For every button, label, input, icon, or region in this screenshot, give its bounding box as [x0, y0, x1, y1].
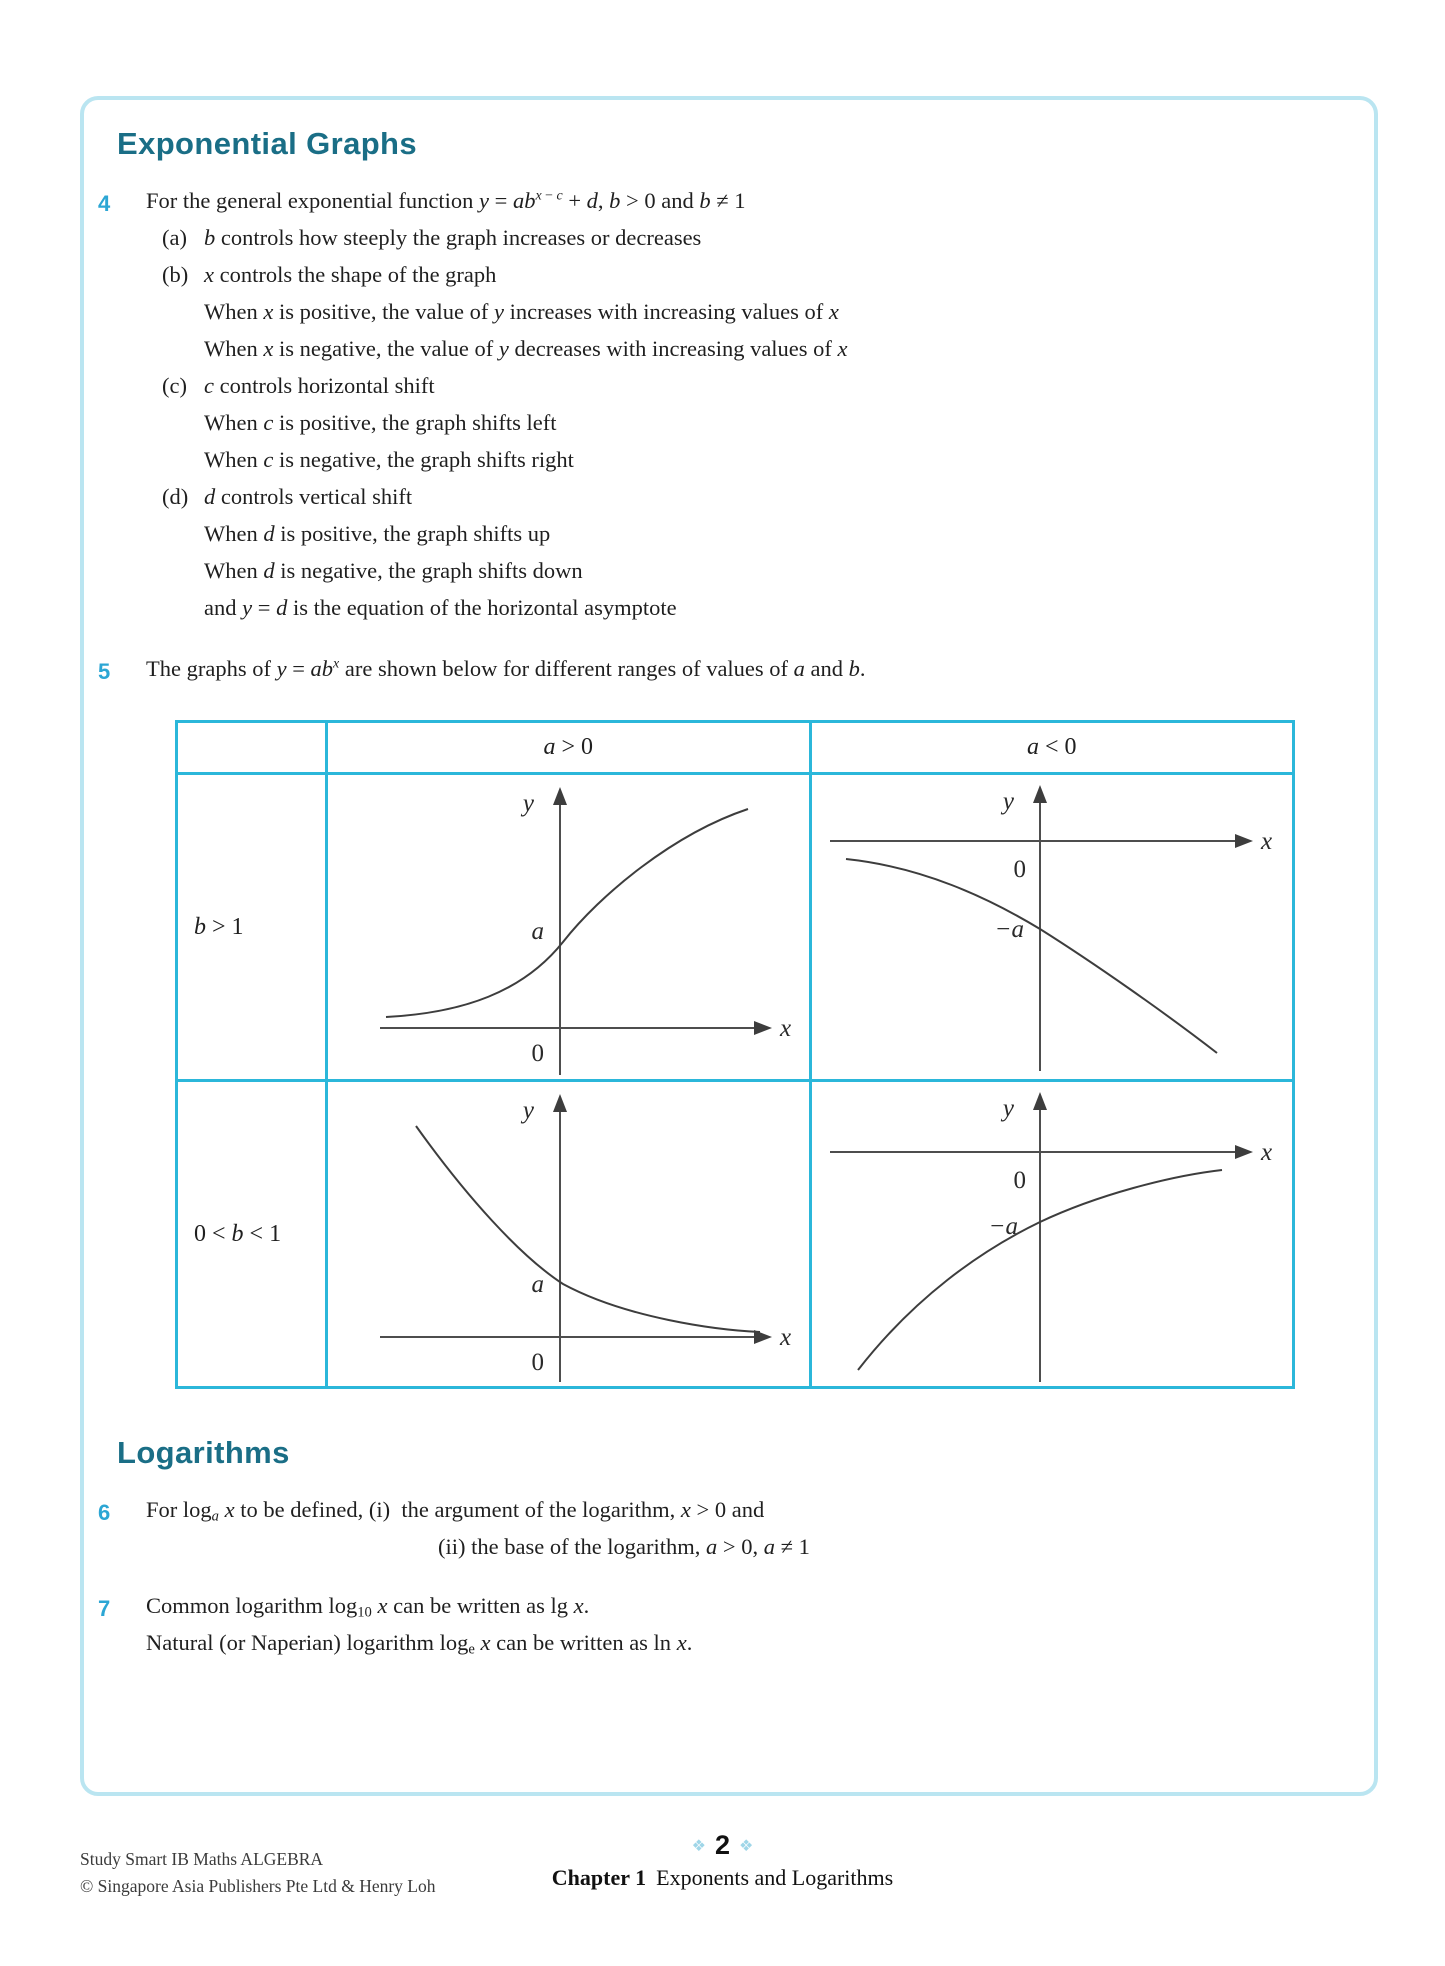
content-frame: [80, 96, 1378, 1796]
item-number: 5: [98, 659, 111, 684]
item-7-line-2: Natural (or Naperian) logarithm $\log_e x$ can be written as ln x.: [146, 1630, 693, 1658]
y-axis-label: y: [1002, 1095, 1014, 1122]
sub-item-label: (c): [162, 373, 187, 398]
item-number: 4: [98, 191, 111, 216]
table-header-row: [177, 722, 1294, 774]
sub-item-label: (b): [162, 262, 189, 287]
section-heading-logarithms: Logarithms: [117, 1435, 290, 1470]
y-axis-label: y: [522, 790, 534, 817]
chapter-title: Exponents and Logarithms: [656, 1865, 894, 1890]
table-corner-cell: [177, 722, 327, 774]
sub-item-d-line: and y = d is the equation of the horizontal asymptote: [204, 595, 677, 620]
chapter-line: [0, 1865, 1445, 1891]
y-intercept-label: −a: [988, 1213, 1018, 1240]
item-6-line-2: (ii) the base of the logarithm, a > 0, a ≠ 1: [438, 1534, 810, 1559]
sub-item-d-text: d controls vertical shift: [204, 484, 413, 509]
sub-item-c-text: c controls horizontal shift: [204, 373, 435, 398]
item-number: 7: [98, 1596, 111, 1621]
y-axis-label: y: [1002, 788, 1014, 815]
sub-item-b-text: x controls the shape of the graph: [204, 262, 497, 287]
row-label-b-between-0-and-1: 0 < b < 1: [177, 1081, 327, 1388]
item-6-line-1: For $\log_a x$ to be defined, (i) the argument of the logarithm, x > 0 and: [146, 1497, 765, 1525]
book-title: Study Smart IB Maths ALGEBRA: [80, 1849, 324, 1869]
sub-item-c-line: When c is positive, the graph shifts left: [204, 410, 557, 435]
section-heading-exponential-graphs: Exponential Graphs: [117, 126, 418, 161]
exponential-graphs-table: [175, 720, 1295, 1389]
sub-item-label: (a): [162, 225, 187, 250]
item-number: 6: [98, 1500, 111, 1525]
table-row-b-gt-1: [177, 774, 1294, 1081]
ornament-icon: ❖: [739, 1836, 754, 1855]
sub-item-b-line: When x is negative, the value of y decreases with increasing values of x: [204, 336, 848, 361]
graph-b-lt-1-a-positive: [328, 1084, 811, 1386]
table-row-b-between-0-and-1: [177, 1081, 1294, 1388]
item-5-text: The graphs of $y = ab^x$ are shown below for different ranges of values of a and b.: [146, 656, 866, 681]
page-number: 2: [714, 1830, 731, 1860]
origin-label: 0: [531, 1349, 544, 1376]
item-7-line-1: Common logarithm $\log_{10} x$ can be written as lg x.: [146, 1593, 590, 1621]
x-axis-label: x: [1260, 1139, 1272, 1166]
sub-item-a-text: b controls how steeply the graph increases or decreases: [204, 225, 702, 250]
item-4-text: For the general exponential function $y = ab^{x - c} + d$, b > 0 and b ≠ 1: [146, 188, 746, 213]
footer-center: [0, 1830, 1445, 1891]
origin-label: 0: [1013, 856, 1026, 883]
sub-item-d: [162, 478, 1344, 626]
sub-item-b: [162, 256, 1344, 367]
item-4: [98, 182, 1344, 626]
y-intercept-label: −a: [994, 916, 1024, 943]
sub-item-a: [162, 219, 1344, 256]
sub-item-c-line: When c is negative, the graph shifts right: [204, 447, 574, 472]
page-number-line: [0, 1830, 1445, 1861]
y-intercept-label: a: [531, 918, 544, 945]
x-axis-label: x: [780, 1324, 792, 1351]
graph-b-gt-1-a-positive: [328, 777, 811, 1079]
graph-b-gt-1-a-negative: [812, 777, 1295, 1079]
ornament-icon: ❖: [691, 1836, 706, 1855]
sub-item-d-line: When d is positive, the graph shifts up: [204, 521, 551, 546]
item-5: [98, 650, 1344, 690]
origin-label: 0: [1013, 1167, 1026, 1194]
origin-label: 0: [531, 1040, 544, 1067]
chapter-label: Chapter 1: [551, 1865, 647, 1890]
column-header-a-negative: a < 0: [810, 722, 1294, 774]
row-label-b-gt-1: b > 1: [177, 774, 327, 1081]
item-6: [98, 1491, 1344, 1565]
graph-b-lt-1-a-negative: [812, 1084, 1295, 1386]
item-7: [98, 1587, 1344, 1661]
copyright-notice: © Singapore Asia Publishers Pte Ltd & Henry Loh: [80, 1876, 436, 1896]
column-header-a-positive: a > 0: [327, 722, 811, 774]
sub-item-c: [162, 367, 1344, 478]
x-axis-label: x: [780, 1015, 792, 1042]
sub-item-d-line: When d is negative, the graph shifts down: [204, 558, 583, 583]
sub-item-b-line: When x is positive, the value of y increases with increasing values of x: [204, 299, 839, 324]
y-axis-label: y: [522, 1097, 534, 1124]
x-axis-label: x: [1260, 828, 1272, 855]
y-intercept-label: a: [531, 1271, 544, 1298]
sub-item-label: (d): [162, 484, 189, 509]
